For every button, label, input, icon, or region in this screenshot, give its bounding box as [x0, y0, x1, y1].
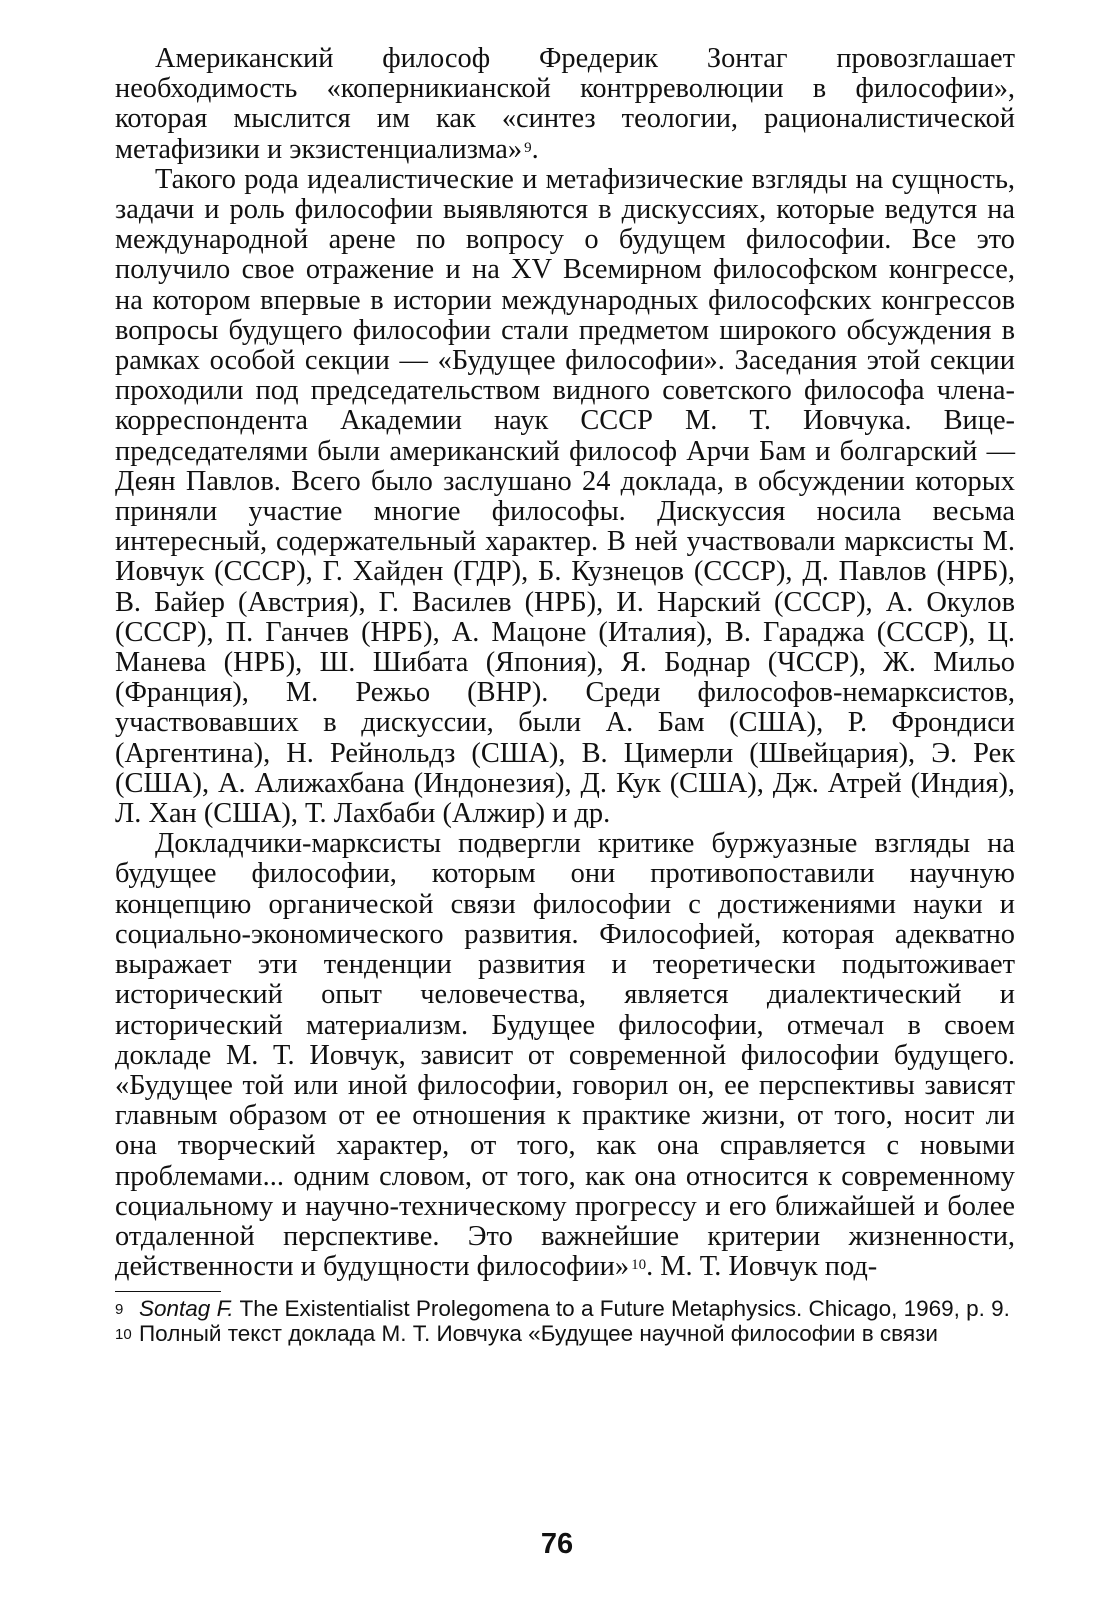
footnote-10-text: Полный текст доклада М. Т. Иовчука «Будущее научной философии в связи	[139, 1320, 938, 1346]
footnote-ref-9: 9	[524, 139, 532, 156]
paragraph-3	[115, 829, 1015, 1282]
footnote-9-author: Sontag F.	[139, 1296, 234, 1322]
paragraph-3-end: . М. Т. Иовчук под-	[646, 1251, 878, 1283]
paragraph-2	[115, 165, 1015, 829]
paragraph-1	[115, 44, 1015, 165]
footnote-9-number: 9	[115, 1301, 124, 1319]
footnote-9	[115, 1297, 1015, 1322]
paragraph-2-text: Такого рода идеалистические и метафизические взгляды на сущность, задачи и роль философии выявляются в дискуссиях, которые ведутся на международной арене по вопросу о будущем философии. Все это получило свое отражение и на XV Всемирном философском конгрессе, на котором впервые в истории международных философских конгрессов вопросы будущего философии стали предметом широкого обсуждения в рамках особой секции — «Будущее философии». Заседания этой секции проходили под председательством видного советского философа члена-корреспондента Академии наук СССР М. Т. Иовчука. Вице-председателями были американский философ Арчи Бам и болгарский — Деян Павлов. Всего было заслушано 24 доклада, в обсуждении которых приняли участие многие философы. Дискуссия носила весьма интересный, содержательный характер. В ней участвовали марксисты М. Иовчук (СССР), Г. Хайден (ГДР), Б. Кузнецов (СССР), Д. Павлов (НРБ), В. Байер (Австрия), Г. Василев (НРБ), И. Нарский (СССР), А. Окулов (СССР), П. Ганчев (НРБ), А. Мацоне (Италия), В. Гараджа (СССР), Ц. Манева (НРБ), Ш. Шибата (Япония), Я. Боднар (ЧССР), Ж. Мильо (Франция), М. Режьо (ВНР). Среди философов-немарксистов, участвовавших в дискуссии, были А. Бам (США), Р. Фрондиси (Аргентина), Н. Рейнольдз (США), В. Цимерли (Швейцария), Э. Рек (США), А. Алижахбана (Индонезия), Д. Кук (США), Дж. Атрей (Индия), Л. Хан (США), Т. Лахбаби (Алжир) и др.	[115, 163, 1015, 830]
paragraph-3-text: Докладчики-марксисты подвергли критике буржуазные взгляды на будущее философии, которым они противопоставили научную концепцию органической связи философии с достижениями науки и социально-экономического развития. Философией, которая адекватно выражает эти тенденции развития и теоретически подытоживает исторический опыт человечества, является диалектический и исторический материализм. Будущее философии, отмечал в своем докладе М. Т. Иовчук, зависит от современной философии будущего. «Будущее той или иной философии, говорил он, ее перспективы зависят главным образом от ее отношения к практике жизни, от того, носит ли она творческий характер, от того, как она справляется с новыми проблемами... одним словом, от того, как она относится к современному социальному и научно-техническому прогрессу и его ближайшей и более отдаленной перспективе. Это важнейшие критерии жизненности, действенности и будущности философии»	[115, 828, 1015, 1283]
page-body	[115, 44, 1015, 1346]
footnote-divider	[115, 1291, 221, 1292]
footnote-10-number: 10	[115, 1325, 132, 1343]
page-number: 76	[540, 1528, 574, 1560]
paragraph-1-end: .	[531, 133, 539, 165]
footnote-10	[115, 1322, 1015, 1347]
footnote-9-text: The Existentialist Prolegomena to a Future Metaphysics. Chicago, 1969, p. 9.	[233, 1296, 1010, 1322]
paragraph-1-text: Американский философ Фредерик Зонтаг провозглашает необходимость «коперникианской контрреволюции в философии», которая мыслится им как «синтез теологии, рационалистической метафизики и экзистенциализма»	[115, 43, 1015, 165]
footnote-ref-10: 10	[631, 1257, 647, 1274]
